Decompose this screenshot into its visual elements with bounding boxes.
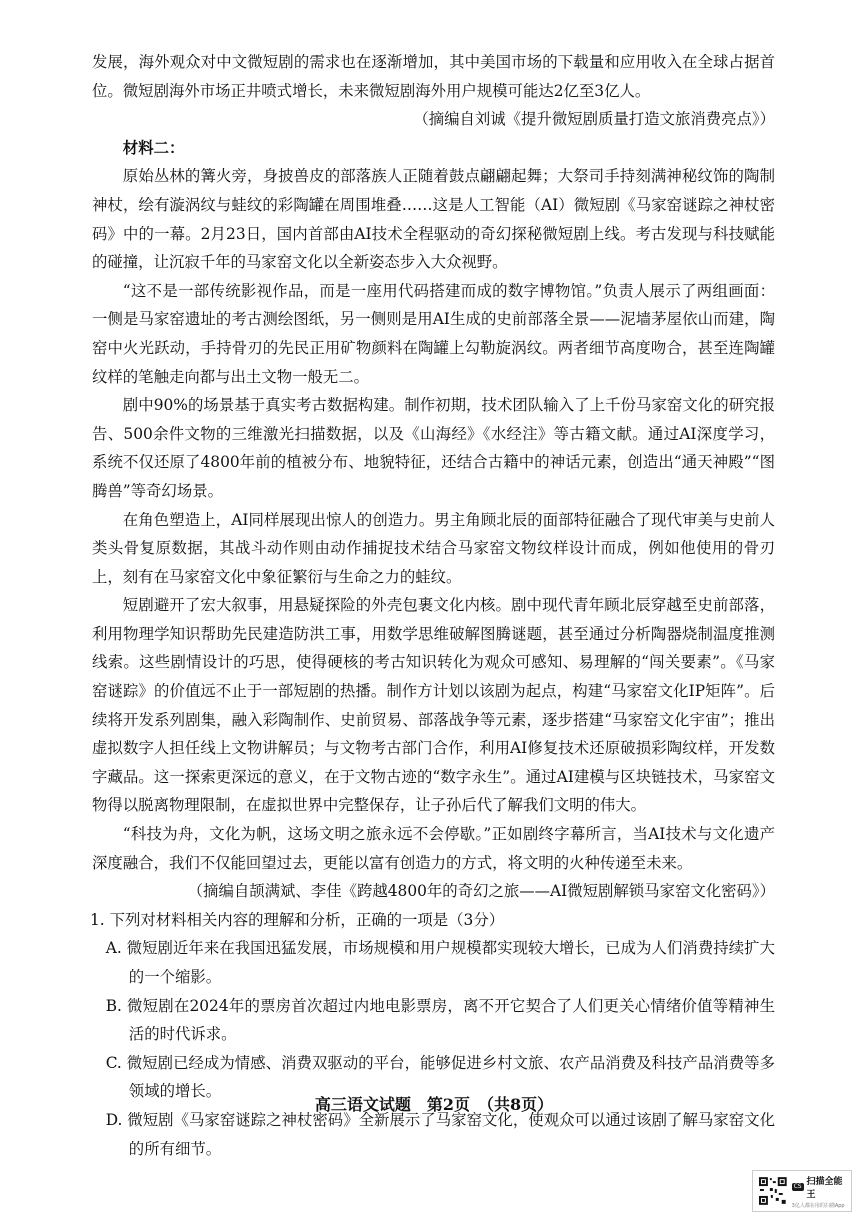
qr-code-icon — [758, 1176, 788, 1206]
material1-tail-paragraph: 发展，海外观众对中文微短剧的需求也在逐渐增加，其中美国市场的下载量和应用收入在全球占据首位。微短剧海外市场正井喷式增长，未来微短剧海外用户规模可能达2亿至3亿人。 — [92, 53, 775, 100]
question-1-option-b: B. 微短剧在2024年的票房首次超过内地电影票房，离不开它契合了人们更关心情绪价值等精神生活的时代诉求。 — [105, 996, 775, 1044]
question-1-option-a: A. 微短剧近年来在我国迅猛发展，市场规模和用户规模都实现较大增长，已成为人们消费持续扩大的一个缩影。 — [105, 939, 775, 986]
page-footer: 高三语文试题 第2页 （共8页） — [314, 1095, 554, 1114]
question-1-option-c: C. 微短剧已经成为情感、消费双驱动的平台，能够促进乡村文旅、农产品消费及科技产品消费等多领域的增长。 — [105, 1053, 775, 1101]
material2-paragraph-5: 短剧避开了宏大叙事，用悬疑探险的外壳包裹文化内核。剧中现代青年顾北辰穿越至史前部落，利用物理学知识帮助先民建造防洪工事，用数学思维破解图腾谜题，甚至通过分析陶器烧制温度推测线索。这些剧情设计的巧思，使得硬核的考古知识转化为观众可感知、易理解的“闯关要素”。《马家窑谜踪》的价值远不止于一部短剧的热播。制作方计划以该剧为起点，构建“马家窑文化IP矩阵”。后续将开发系列剧集，融入彩陶制作、史前贸易、部落战争等元素，逐步搭建“马家窑文化宇宙”；推出虚拟数字人担任线上文物讲解员；与文物考古部门合作，利用AI修复技术还原破损彩陶纹样，开发数字藏品。这一探索更深远的意义，在于文物古迹的“数字永生”。通过AI建模与区块链技术，马家窑文物得以脱离物理限制，在虚拟世界中完整保存，让子孙后代了解我们文明的伟大。 — [92, 596, 775, 815]
material1-source: （摘编自刘诚《提升微短剧质量打造文旅消费亮点》） — [413, 110, 775, 129]
watermark-title: 扫描全能王 — [806, 1176, 843, 1200]
question-1-option-d: D. 微短剧《马家窑谜踪之神杖密码》全新展示了马家窑文化，使观众可以通过该剧了解马家窑文化的所有细节。 — [105, 1110, 775, 1158]
watermark-subtitle: 3亿人都在用的扫描App — [791, 1202, 845, 1209]
page-content — [92, 48, 775, 1163]
material2-paragraph-2: “这不是一部传统影视作品，而是一座用代码搭建而成的数字博物馆。”负责人展示了两组画面：一侧是马家窑遗址的考古测绘图纸，另一侧则是用AI生成的史前部落全景——泥墙茅屋依山而建，陶窑中火光跃动，手持骨刃的先民正用矿物颜料在陶罐上勾勒旋涡纹。两者细节高度吻合，甚至连陶罐纹样的笔触走向都与出土文物一般无二。 — [92, 281, 775, 386]
question-1-stem: 1. 下列对材料相关内容的理解和分析，正确的一项是（3分） — [90, 910, 505, 929]
material2-paragraph-6: “科技为舟，文化为帆，这场文明之旅永远不会停歇。”正如剧终字幕所言，当AI技术与文化遗产深度融合，我们不仅能回望过去，更能以富有创造力的方式，将文明的火种传递至未来。 — [92, 825, 775, 872]
material2-paragraph-3: 剧中90%的场景基于真实考古数据构建。制作初期，技术团队输入了上千份马家窑文化的研究报告、500余件文物的三维激光扫描数据，以及《山海经》《水经注》等古籍文献。通过AI深度学习，系统不仅还原了4800年前的植被分布、地貌特征，还结合古籍中的神话元素，创造出“通天神殿”“图腾兽”等奇幻场景。 — [92, 396, 775, 500]
material2-paragraph-4: 在角色塑造上，AI同样展现出惊人的创造力。男主角顾北辰的面部特征融合了现代审美与史前人类头骨复原数据，其战斗动作则由动作捕捉技术结合马家窑文物纹样设计而成，例如他使用的骨刃上，刻有在马家窑文化中象征繁衍与生命之力的蛙纹。 — [92, 510, 775, 586]
material2-source: （摘编自颉满斌、李佳《跨越4800年的奇幻之旅——AI微短剧解锁马家窑文化密码》） — [187, 882, 775, 901]
material2-paragraph-1: 原始丛林的篝火旁，身披兽皮的部落族人正随着鼓点翩翩起舞；大祭司手持刻满神秘纹饰的陶制神杖，绘有漩涡纹与蛙纹的彩陶罐在周围堆叠……这是人工智能（AI）微短剧《马家窑谜踪之神杖密码》中的一幕。2月23日，国内首部由AI技术全程驱动的奇幻探秘微短剧上线。考古发现与科技赋能的碰撞，让沉寂千年的马家窑文化以全新姿态步入大众视野。 — [92, 167, 775, 272]
scanner-watermark — [752, 1170, 852, 1212]
material2-heading: 材料二： — [122, 138, 185, 157]
cs-logo-icon: CS — [793, 1182, 802, 1190]
